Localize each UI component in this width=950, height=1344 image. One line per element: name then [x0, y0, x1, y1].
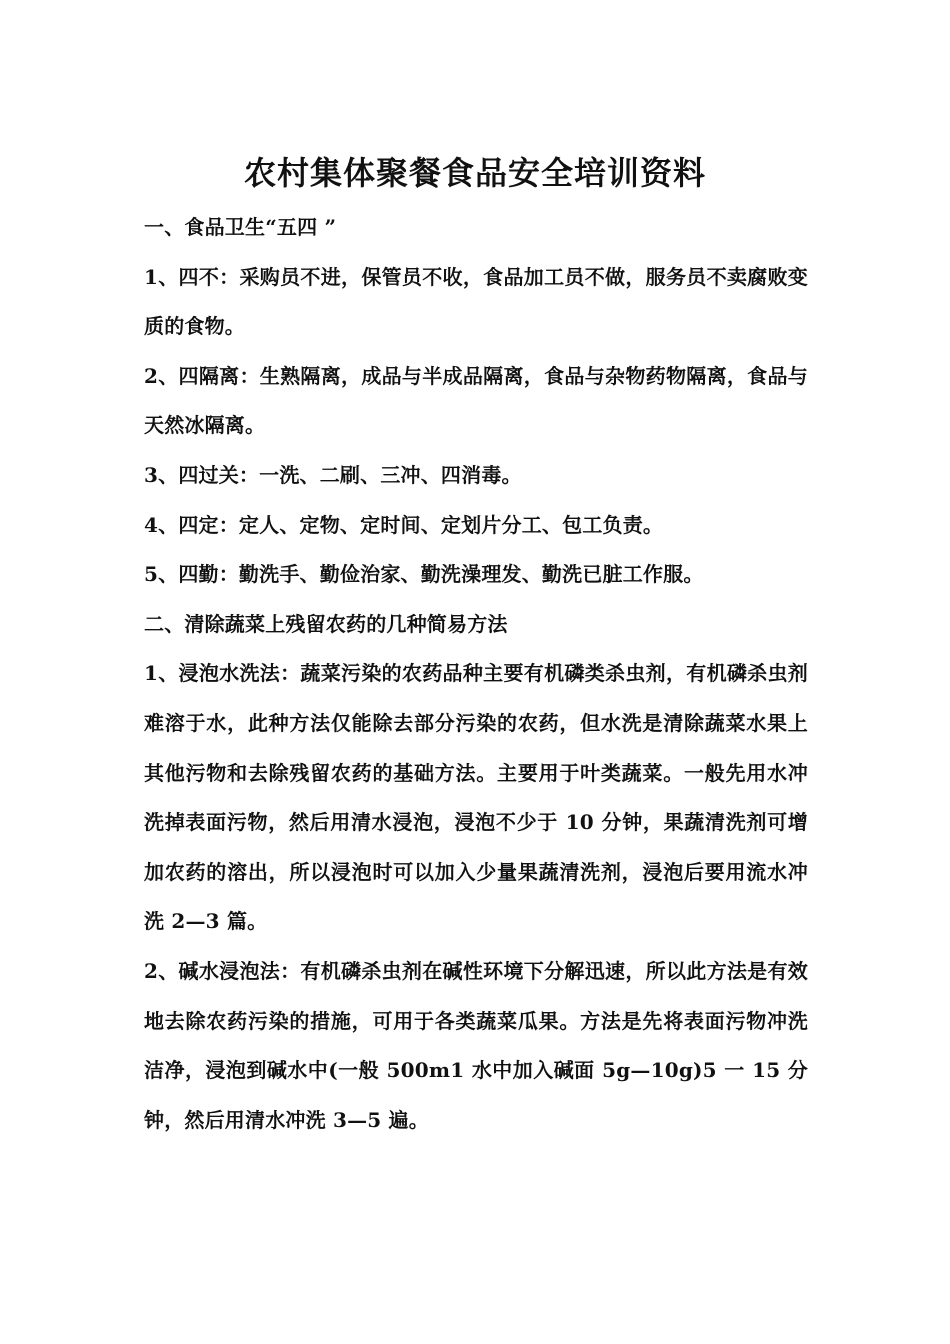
paragraph-alkaline-soak-method: 2、碱水浸泡法：有机磷杀虫剂在碱性环境下分解迅速，所以此方法是有效地去除农药污染的措施，可用于各类蔬菜瓜果。方法是先将表面污物冲洗洁净，浸泡到碱水中(一般 500m1 水中加入碱面 5g—10g)5 一 15 分钟，然后用清水冲洗 3—5 遍。 [144, 958, 808, 1132]
paragraph-soak-wash-method: 1、浸泡水洗法：蔬菜污染的农药品种主要有机磷类杀虫剂，有机磷杀虫剂难溶于水，此种方法仅能除去部分污染的农药，但水洗是清除蔬菜水果上其他污物和去除残留农药的基础方法。主要用于叶类蔬菜。一般先用水冲洗掉表面污物，然后用清水浸泡，浸泡不少于 10 分钟，果蔬清洗剂可增加农药的溶出，所以浸泡时可以加入少量果蔬清洗剂，浸泡后要用流水冲洗 2—3 篇。 [144, 661, 808, 934]
paragraph-four-fixed: 4、四定：定人、定物、定时间、定划片分工、包工负责。 [144, 512, 664, 537]
document-body [144, 203, 808, 1145]
paragraph-four-diligences: 5、四勤：勤洗手、勤俭治家、勤洗澡理发、勤洗已脏工作服。 [144, 562, 704, 587]
paragraph-four-checks: 3、四过关：一洗、二刷、三冲、四消毒。 [144, 462, 522, 487]
paragraph-four-nots: 1、四不：采购员不进，保管员不收，食品加工员不做，服务员不卖腐败变质的食物。 [144, 264, 808, 339]
section-heading-food-hygiene: 一、食品卫生“五四 ” [144, 215, 337, 239]
page-title: 农村集体聚餐食品安全培训资料 [243, 154, 706, 193]
section-heading-pesticide-removal: 二、清除蔬菜上残留农药的几种简易方法 [144, 611, 508, 636]
paragraph-four-separations: 2、四隔离：生熟隔离，成品与半成品隔离，食品与杂物药物隔离，食品与天然冰隔离。 [144, 363, 808, 438]
